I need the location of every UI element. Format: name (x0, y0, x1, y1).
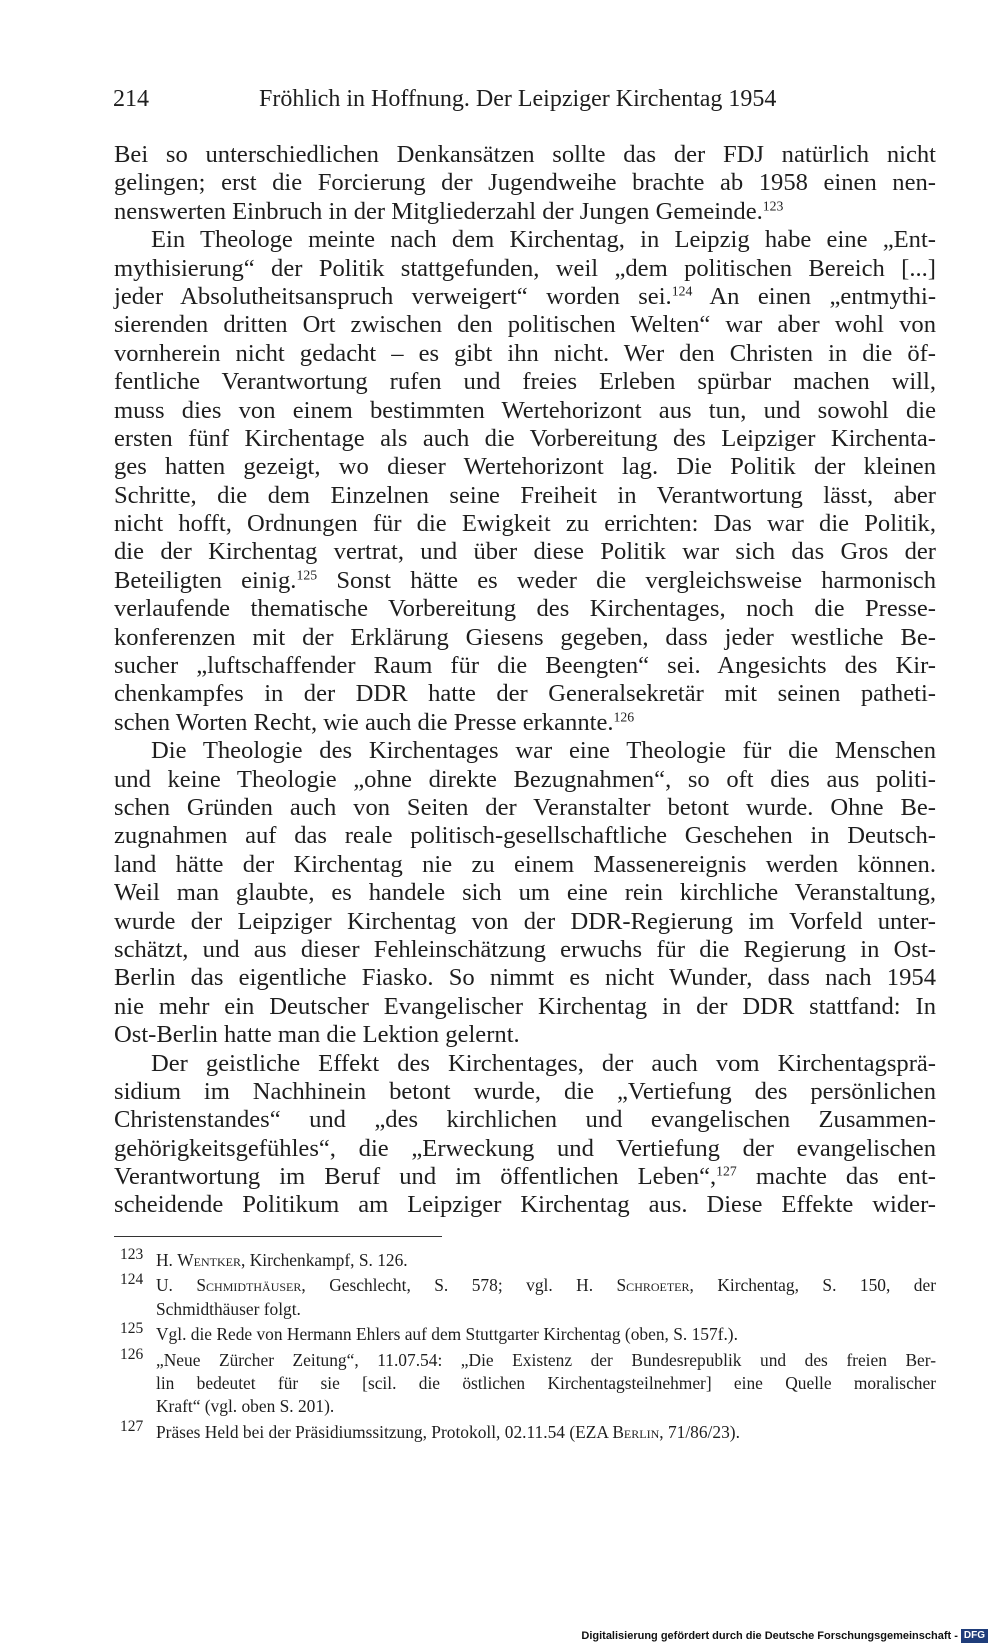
text-line: verlaufende thematische Vorbereitung des Kirchentages, noch die Presse- (114, 595, 936, 623)
text-line: nenswerten Einbruch in der Mitgliederzahl der Jungen Gemeinde.$^{123}$ (114, 197, 784, 225)
text-line: zugnahmen auf das reale politisch-gesellschaftliche Geschehen in Deutsch- (114, 822, 936, 850)
author-name: Wentker (177, 1250, 242, 1270)
author-name: Schmidthäuser (196, 1275, 302, 1296)
text-line: scheidende Politikum am Leipziger Kirchentag aus. Diese Effekte wider- (114, 1191, 936, 1219)
text-line: gelingen; erst die Forcierung der Jugendweihe brachte ab 1958 einen nen- (114, 169, 936, 197)
author-name: Schroeter (616, 1275, 690, 1296)
text-line: chenkampfes in der DDR hatte der Generalsekretär mit seinen patheti- (114, 680, 936, 708)
text-line: konferenzen mit der Erklärung Giesens gegeben, dass jeder westliche Be- (114, 623, 936, 651)
text-line: Die Theologie des Kirchentages war eine Theologie für die Menschen (151, 737, 936, 765)
text-line: fentliche Verantwortung rufen und freies Erleben spürbar machen will, (114, 368, 936, 396)
text-line: muss dies von einem bestimmten Wertehorizont aus tun, und sowohl die (114, 396, 936, 424)
footnotes (114, 1246, 936, 1444)
text-line: sidium im Nachhinein betont wurde, die „Vertiefung des persönlichen (114, 1077, 936, 1105)
text-line: Verantwortung im Beruf und im öffentlichen Leben“,$^{127}$ machte das ent- (114, 1163, 936, 1191)
footnote-text: H. Wentker, Kirchenkampf, S. 126. (156, 1250, 408, 1270)
footnote (114, 1417, 936, 1444)
text-line: Ein Theologe meinte nach dem Kirchentag, in Leipzig habe eine „Ent- (151, 226, 936, 254)
text-line: ersten fünf Kirchentage als auch die Vorbereitung des Leipziger Kirchenta- (114, 424, 936, 452)
footnote-ref: 124 (671, 283, 693, 299)
text-line: und keine Theologie „ohne direkte Bezugnahmen“, so oft dies aus politi- (114, 765, 936, 793)
footnote-text: Kraft“ (vgl. oben S. 201). (156, 1396, 335, 1417)
text-line: nicht hofft, Ordnungen für die Ewigkeit zu errichten: Das war die Politik, (114, 510, 936, 538)
footnote-ref: 127 (716, 1163, 737, 1179)
text-line: jeder Absolutheitsanspruch verweigert“ worden sei.$^{124}$ An einen „entmythi- (114, 282, 937, 310)
footnote-text: Vgl. die Rede von Hermann Ehlers auf dem Stuttgarter Kirchentag (oben, S. 157f.). (156, 1324, 738, 1345)
text-line: vornherein nicht gedacht – es gibt ihn nicht. Wer den Christen in die öf- (114, 339, 936, 367)
text-line: sierenden dritten Ort zwischen den politischen Welten“ war aber wohl von (114, 311, 936, 339)
text-line: Ost-Berlin hatte man die Lektion gelernt. (114, 1021, 520, 1049)
running-title: Fröhlich in Hoffnung. Der Leipziger Kirchentag 1954 (259, 86, 777, 112)
text-line: nie mehr ein Deutscher Evangelischer Kirchentag in der DDR stattfand: In (114, 992, 936, 1020)
running-header (113, 86, 937, 116)
archive-name: Berlin (612, 1421, 660, 1442)
text-line: wurde der Leipziger Kirchentag von der DDR-Regierung im Vorfeld unter- (114, 907, 936, 935)
text-line: Weil man glaubte, es handele sich um eine rein kirchliche Veranstaltung, (114, 879, 936, 907)
footnote-text: „Neue Zürcher Zeitung“, 11.07.54: „Die Existenz der Bundesrepublik und des freien Ber- (156, 1349, 936, 1370)
text-line: Berlin das eigentliche Fiasko. So nimmt es nicht Wunder, dass nach 1954 (114, 964, 936, 992)
footnote-text: Präses Held bei der Präsidiumssitzung, Protokoll, 02.11.54 (EZA Berlin, 71/86/23). (156, 1421, 740, 1442)
text-line: gehörigkeitsgefühles“, die „Erweckung und Vertiefung der evangelischen (114, 1134, 936, 1162)
page-number: 214 (113, 86, 149, 112)
dfg-logo: DFG (961, 1629, 988, 1643)
main-text (114, 141, 936, 1220)
footnote (114, 1271, 936, 1321)
text-line: ges hatten gezeigt, wo dieser Wertehorizont lag. Die Politik der kleinen (114, 453, 936, 481)
footnote (114, 1345, 936, 1419)
text-line: schen Worten Recht, wie auch die Presse erkannte.$^{126}$ (114, 708, 635, 736)
footnote-number: 125 (120, 1320, 144, 1338)
footnote-number: 127 (120, 1417, 144, 1435)
credit-text: Digitalisierung gefördert durch die Deutsche Forschungsgemeinschaft - (581, 1629, 958, 1642)
text-line: Bei so unterschiedlichen Denkansätzen sollte das der FDJ natürlich nicht (114, 141, 936, 168)
text-line: die der Kirchentag vertrat, und über diese Politik war sich das Gros der (114, 538, 936, 566)
footnote (114, 1246, 936, 1272)
text-line: Beteiligten einig.$^{125}$ Sonst hätte es weder die vergleichsweise harmonisch (114, 566, 937, 594)
footnote-ref: 123 (762, 198, 784, 214)
footnote-number: 123 (120, 1246, 144, 1263)
text-line: sucher „luftschaffender Raum für die Beengten“ sei. Angesichts des Kir- (114, 652, 936, 680)
text-line: mythisierung“ der Politik stattgefunden, weil „dem politischen Bereich [...] (114, 254, 936, 282)
footnote-text: U. Schmidthäuser, Geschlecht, S. 578; vgl. H. Schroeter, Kirchentag, S. 150, der (156, 1275, 936, 1296)
digitization-credit (581, 1629, 988, 1645)
footnote-text: lin bedeutet für sie [scil. die östlichen Kirchentagsteilnehmer] eine Quelle moralischer (156, 1372, 936, 1393)
text-line: Christenstandes“ und „des kirchlichen und evangelischen Zusammen- (114, 1106, 936, 1134)
text-line: land hätte der Kirchentag nie zu einem Massenereignis werden können. (114, 850, 936, 878)
footnote-number: 126 (120, 1345, 144, 1363)
text-line: schätzt, und aus dieser Fehleinschätzung erwuchs für die Regierung in Ost- (114, 935, 936, 963)
text-line: Schritte, die dem Einzelnen seine Freiheit in Verantwortung lässt, aber (114, 481, 936, 509)
footnote (114, 1320, 936, 1346)
text-line: Der geistliche Effekt des Kirchentages, der auch vom Kirchentagsprä- (151, 1049, 936, 1077)
footnote-separator (114, 1236, 442, 1237)
footnote-number: 124 (120, 1271, 144, 1289)
text-line: schen Gründen auch von Seiten der Veranstalter betont wurde. Ohne Be- (114, 793, 936, 821)
footnote-ref: 126 (613, 709, 635, 725)
footnote-ref: 125 (296, 567, 318, 583)
footnote-text: Schmidthäuser folgt. (156, 1298, 301, 1319)
